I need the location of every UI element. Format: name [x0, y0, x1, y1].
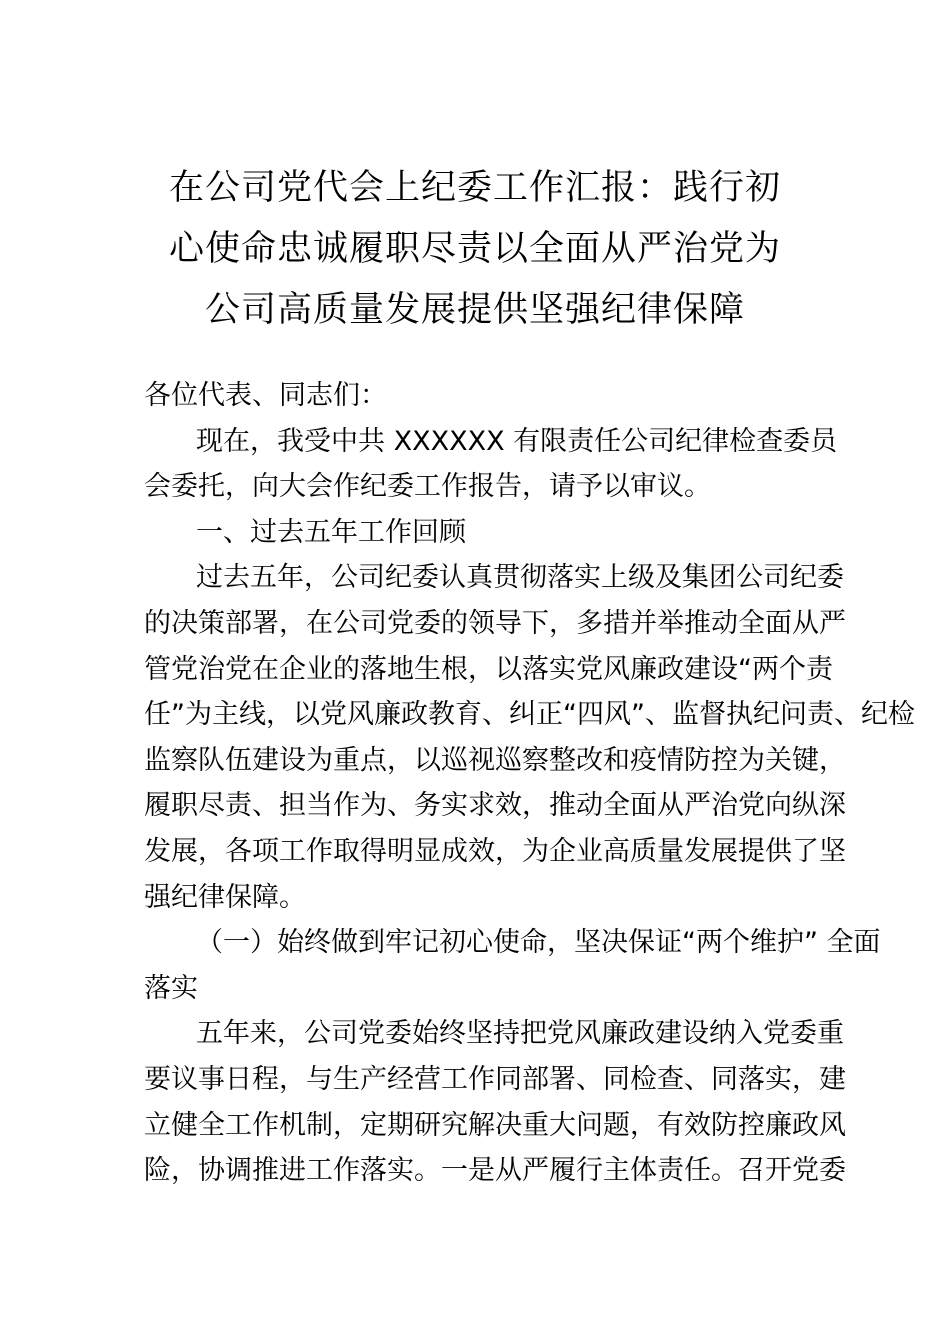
paragraph-line: 强纪律保障。: [144, 881, 306, 913]
title-line: 在公司党代会上纪委工作汇报：践行初: [168, 168, 781, 208]
subsection-heading: [144, 920, 881, 1011]
paragraph-line: 履职尽责、担当作为、务实求效，推动全面从严治党向纵深: [144, 790, 846, 822]
subheading-line: 落实: [144, 972, 198, 1004]
paragraph-line: 险，协调推进工作落实。一是从严履行主体责任。召开党委: [144, 1155, 846, 1187]
paragraph-line: 的决策部署，在公司党委的领导下，多措并举推动全面从严: [144, 607, 846, 639]
paragraph-line: 会委托，向大会作纪委工作报告，请予以审议。: [144, 471, 711, 503]
paragraph-line: 立健全工作机制，定期研究解决重大问题，有效防控廉政风: [144, 1109, 846, 1141]
paragraph-line: 要议事日程，与生产经营工作同部署、同检查、同落实，建: [144, 1063, 846, 1095]
paragraph-line: 发展，各项工作取得明显成效，为企业高质量发展提供了坚: [144, 835, 846, 867]
title-line: 心使命忠诚履职尽责以全面从严治党为: [168, 229, 781, 269]
review-paragraph: [144, 555, 915, 920]
paragraph-line: 五年来，公司党委始终坚持把党风廉政建设纳入党委重: [196, 1018, 844, 1050]
document-body: [144, 373, 915, 1194]
paragraph-line: 管党治党在企业的落地生根，以落实党风廉政建设“两个责: [144, 653, 833, 685]
salutation: 各位代表、同志们：: [144, 380, 387, 411]
intro-paragraph: [144, 419, 838, 510]
work-paragraph: [144, 1011, 846, 1193]
subheading-line: （一）始终做到牢记初心使命，坚决保证“两个维护” 全面: [196, 927, 881, 959]
paragraph-line: 监察队伍建设为重点，以巡视巡察整改和疫情防控为关键，: [144, 744, 846, 776]
paragraph-line: 任”为主线，以党风廉政教育、纠正“四风”、监督执纪问责、纪检: [144, 699, 915, 731]
paragraph-line: 过去五年，公司纪委认真贯彻落实上级及集团公司纪委: [196, 562, 844, 594]
paragraph-line: 现在，我受中共 XXXXXX 有限责任公司纪律检查委员: [196, 425, 838, 457]
document-title: [140, 158, 810, 341]
title-line: 公司高质量发展提供坚强纪律保障: [204, 290, 745, 330]
section-heading: 一、过去五年工作回顾: [196, 516, 466, 548]
